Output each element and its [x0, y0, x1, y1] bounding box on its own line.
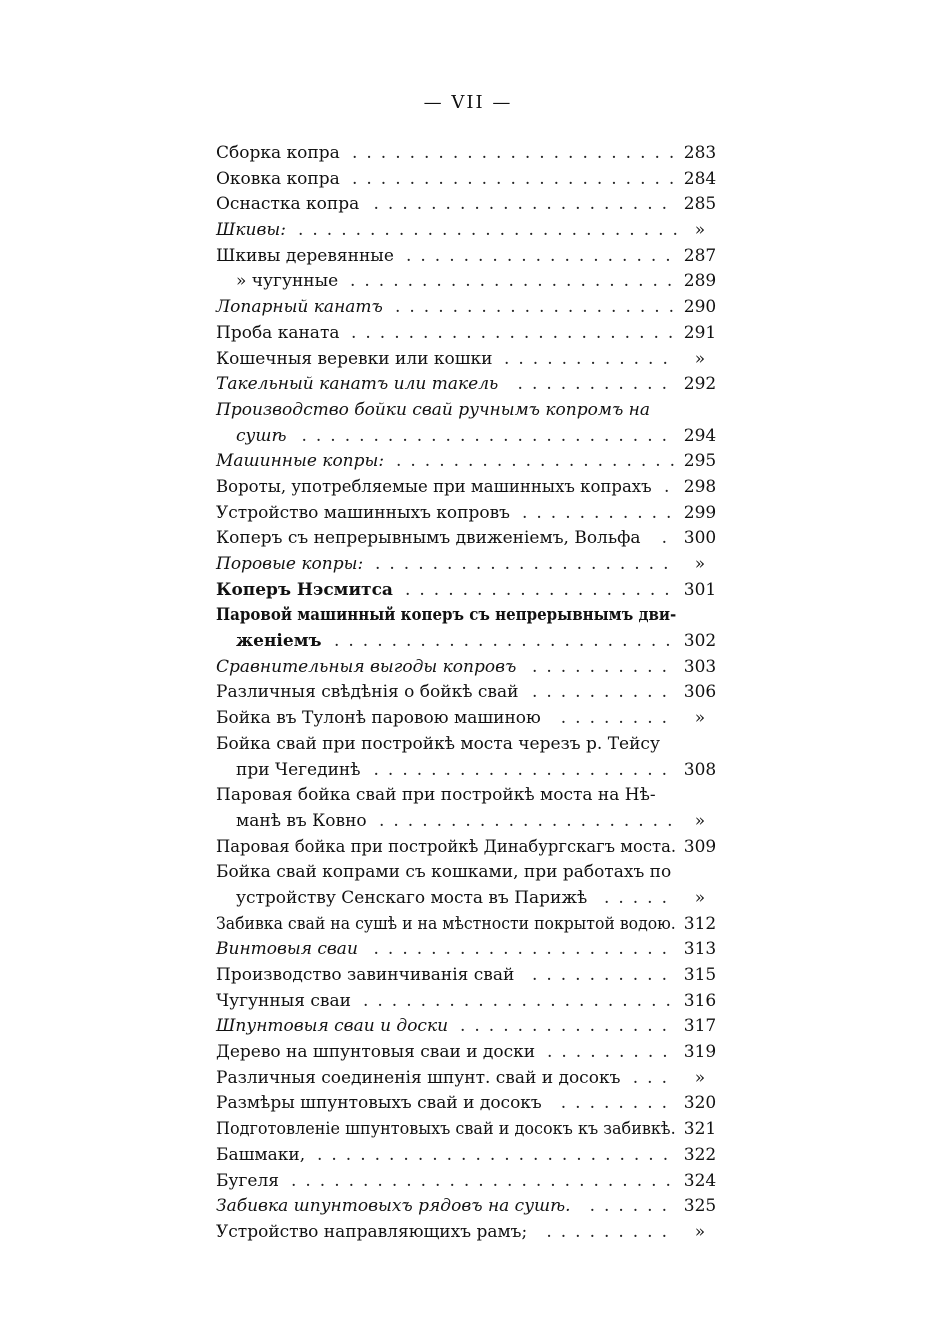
toc-entry-title: Шкивы:	[216, 220, 286, 241]
toc-leader-dots: ......................	[363, 990, 680, 1011]
toc-entry-title: Устройство машинныхъ копровъ	[216, 502, 510, 523]
toc-page-number: 306	[683, 682, 717, 703]
page-header-roman-numeral: — VII —	[423, 92, 513, 113]
toc-entry-title: Размѣры шпунтовыхъ свай и досокъ	[216, 1093, 542, 1114]
toc-entry	[216, 244, 722, 270]
toc-leader-dots: ........................	[334, 631, 680, 652]
toc-page-number: 312	[683, 913, 717, 934]
toc-leader-dots: ...........	[522, 502, 681, 523]
toc-page-number: 320	[683, 1093, 717, 1114]
toc-page-number: 299	[683, 502, 717, 523]
toc-entry-title: Поровые копры:	[216, 554, 364, 574]
toc-entry-title: устройству Сенскаго моста въ Парижѣ	[236, 887, 588, 908]
toc-entry	[216, 1014, 722, 1040]
toc-entry	[216, 218, 722, 244]
toc-leader-dots: ....................	[395, 297, 684, 318]
toc-entry	[216, 192, 722, 218]
toc-entry	[216, 963, 722, 989]
toc-entry-title: Производство завинчиванія свай	[216, 965, 515, 985]
toc-entry-title: Шпунтовыя сваи и доски	[216, 1016, 449, 1037]
toc-leader-dots: ............	[504, 348, 677, 369]
toc-page-number: 316	[683, 990, 717, 1011]
toc-entry	[216, 835, 722, 861]
toc-leader-dots: ...................	[406, 245, 680, 266]
toc-entry	[216, 141, 722, 167]
toc-leader-dots: .......................	[350, 271, 682, 292]
toc-leader-dots: ...............	[460, 1016, 677, 1037]
toc-page-number: 313	[683, 939, 717, 960]
toc-leader-dots: ...	[632, 1067, 676, 1088]
toc-entry	[216, 706, 722, 732]
toc-entry-title: Сравнительныя выгоды копровъ	[216, 656, 517, 677]
toc-entry-title: Коперъ Нэсмитса	[216, 579, 393, 600]
toc-page-number: 315	[683, 965, 717, 985]
toc-entry	[216, 475, 722, 501]
toc-entry-title: Чугунныя сваи	[216, 990, 351, 1011]
toc-entry	[216, 552, 722, 578]
toc-entry	[216, 989, 722, 1015]
toc-entry-title: Паровая бойка при постройкѣ Динабургскагъ моста.	[216, 836, 677, 857]
toc-entry-title: Проба каната	[216, 322, 340, 343]
toc-entry-title: Такельный канатъ или такель	[216, 374, 499, 395]
toc-entry-title: Башмаки,	[216, 1144, 306, 1165]
toc-leader-dots: .....................	[379, 810, 682, 831]
toc-entry-title: Дерево на шпунтовыя сваи и доски	[216, 1042, 536, 1063]
toc-entry	[216, 398, 722, 424]
toc-page-number: 287	[683, 245, 717, 266]
toc-entry	[216, 321, 722, 347]
toc-entry	[216, 758, 722, 784]
toc-leader-dots: .	[661, 528, 676, 549]
toc-entry	[216, 1091, 722, 1117]
toc-leader-dots: .	[664, 476, 679, 497]
toc-entry-title: Винтовыя сваи	[216, 939, 358, 960]
toc-page-number: 285	[683, 194, 717, 215]
toc-entry-title: Кошечныя веревки или кошки	[216, 348, 493, 369]
toc-entry-title: Сборка копра	[216, 143, 340, 163]
toc-entry-title: Паровой машинный коперъ съ непрерывнымъ дви-	[216, 605, 677, 626]
toc-leader-dots: .......................	[352, 143, 684, 163]
toc-leader-dots: ..........	[531, 682, 676, 703]
toc-leader-dots: ..........	[531, 965, 676, 985]
toc-entry-title: Бойка свай при постройкѣ моста черезъ р. Тейсу	[216, 733, 660, 754]
toc-entry	[216, 860, 722, 886]
toc-entry-title: Различныя соединенія шпунт. свай и досокъ	[216, 1067, 621, 1088]
toc-page-number: 317	[683, 1016, 717, 1037]
toc-page-number: »	[694, 1221, 706, 1242]
toc-entry	[216, 167, 722, 193]
toc-page-number: 291	[683, 322, 717, 343]
toc-entry	[216, 1169, 722, 1195]
toc-entry	[216, 680, 722, 706]
toc-entry-title: Забивка свай на сушѣ и на мѣстности покрытой водою.	[216, 913, 676, 934]
toc-page-number: 300	[683, 528, 717, 549]
toc-leader-dots: .....................	[375, 554, 678, 574]
toc-entry	[216, 578, 722, 604]
toc-page-number: 308	[683, 759, 717, 780]
toc-entry-title: Вороты, употребляемые при машинныхъ копрахъ	[216, 476, 652, 497]
toc-page-number: 289	[683, 271, 717, 292]
toc-entry-title: Паровая бойка свай при постройкѣ моста на Нѣ-	[216, 785, 656, 806]
toc-leader-dots: ........	[560, 708, 676, 729]
toc-entry-title: Подготовленіе шпунтовыхъ свай и досокъ къ забивкѣ.	[216, 1119, 676, 1140]
toc-leader-dots: .....	[603, 887, 676, 908]
toc-entry	[216, 1194, 722, 1220]
toc-page-number: »	[694, 348, 706, 369]
toc-page-number: 322	[683, 1144, 717, 1165]
toc-page-number: 298	[683, 476, 717, 497]
toc-page-number: 301	[683, 579, 717, 600]
toc-leader-dots: .....................	[373, 939, 676, 960]
toc-entry	[216, 629, 722, 655]
toc-page-number: 294	[683, 425, 717, 446]
toc-leader-dots: .........	[547, 1042, 677, 1063]
toc-leader-dots: ...................	[405, 579, 679, 600]
toc-entry	[216, 295, 722, 321]
toc-page-number: 324	[683, 1170, 717, 1191]
toc-page-number: 325	[683, 1196, 717, 1217]
toc-entry	[216, 1143, 722, 1169]
toc-entry	[216, 732, 722, 758]
toc-entry-title: Бугеля	[216, 1170, 279, 1191]
toc-entry-title: Бойка свай копрами съ кошками, при работахъ по	[216, 862, 672, 883]
toc-page-number: 295	[683, 451, 717, 472]
toc-entry	[216, 372, 722, 398]
toc-entry-title: Забивка шпунтовыхъ рядовъ на сушѣ.	[216, 1196, 571, 1217]
toc-entry	[216, 424, 722, 450]
toc-page-number: »	[694, 1067, 706, 1088]
toc-leader-dots: ...........................	[298, 220, 687, 241]
toc-entry-title: Коперъ съ непрерывнымъ движеніемъ, Вольфа	[216, 528, 641, 549]
toc-leader-dots: ....................	[396, 451, 685, 472]
toc-page-number: 290	[683, 297, 717, 318]
toc-entry	[216, 603, 722, 629]
toc-entry-title: Лопарный канатъ	[216, 297, 383, 318]
toc-entry	[216, 937, 722, 963]
toc-entry-title: Шкивы деревянные	[216, 245, 394, 266]
toc-entry	[216, 269, 722, 295]
toc-leader-dots: .........................	[317, 1144, 678, 1165]
toc-leader-dots: ..........................	[301, 425, 676, 446]
toc-entry	[216, 1117, 722, 1143]
toc-entry-title: при Чегединѣ	[236, 759, 361, 780]
toc-entry	[216, 1040, 722, 1066]
toc-page-number: 302	[683, 631, 717, 652]
table-of-contents	[216, 141, 722, 1246]
toc-leader-dots: .....................	[373, 759, 676, 780]
toc-page-number: »	[694, 220, 706, 241]
toc-leader-dots: .......................	[352, 168, 684, 189]
toc-page-number: 303	[683, 656, 717, 677]
toc-entry	[216, 655, 722, 681]
toc-page-number: 284	[683, 168, 717, 189]
toc-entry-title: Оснастка копра	[216, 194, 360, 215]
toc-page-number: 319	[683, 1042, 717, 1063]
toc-entry	[216, 1066, 722, 1092]
toc-entry-title: Производство бойки свай ручнымъ копромъ на	[216, 399, 651, 420]
toc-entry	[216, 886, 722, 912]
toc-leader-dots: .........	[546, 1221, 676, 1242]
toc-entry-title: Машинные копры:	[216, 451, 385, 472]
toc-leader-dots: ...........................	[291, 1170, 680, 1191]
toc-entry	[216, 347, 722, 373]
toc-entry	[216, 501, 722, 527]
toc-entry-title: женіемъ	[236, 631, 322, 652]
toc-page-number: »	[694, 708, 706, 729]
toc-entry-title: Устройство направляющихъ рамъ;	[216, 1221, 528, 1242]
toc-page-number: 309	[683, 836, 717, 857]
toc-page-number: 321	[683, 1119, 717, 1140]
toc-entry	[216, 526, 722, 552]
toc-entry	[216, 1220, 722, 1246]
toc-page-number: 292	[683, 374, 717, 395]
toc-leader-dots: .......................	[351, 322, 683, 343]
toc-page-number: »	[694, 554, 706, 574]
toc-page-number: »	[694, 810, 706, 831]
toc-entry-title: Бойка въ Тулонѣ паровою машиною	[216, 708, 541, 729]
toc-page-number: 283	[683, 143, 717, 163]
toc-entry-title: манѣ въ Ковно	[236, 810, 367, 831]
toc-entry	[216, 783, 722, 809]
toc-leader-dots: ......	[589, 1196, 676, 1217]
toc-leader-dots: ........	[560, 1093, 676, 1114]
toc-entry-title: » чугунные	[236, 271, 339, 292]
toc-leader-dots: ...........	[517, 374, 676, 395]
toc-page-number: »	[694, 887, 706, 908]
toc-entry	[216, 912, 722, 938]
toc-entry-title: Различныя свѣдѣнія о бойкѣ свай	[216, 682, 519, 703]
toc-entry	[216, 809, 722, 835]
toc-leader-dots: .....................	[373, 194, 676, 215]
toc-entry-title: сушѣ	[236, 425, 287, 446]
toc-entry-title: Оковка копра	[216, 168, 340, 189]
toc-leader-dots: ..........	[531, 656, 676, 677]
toc-entry	[216, 449, 722, 475]
